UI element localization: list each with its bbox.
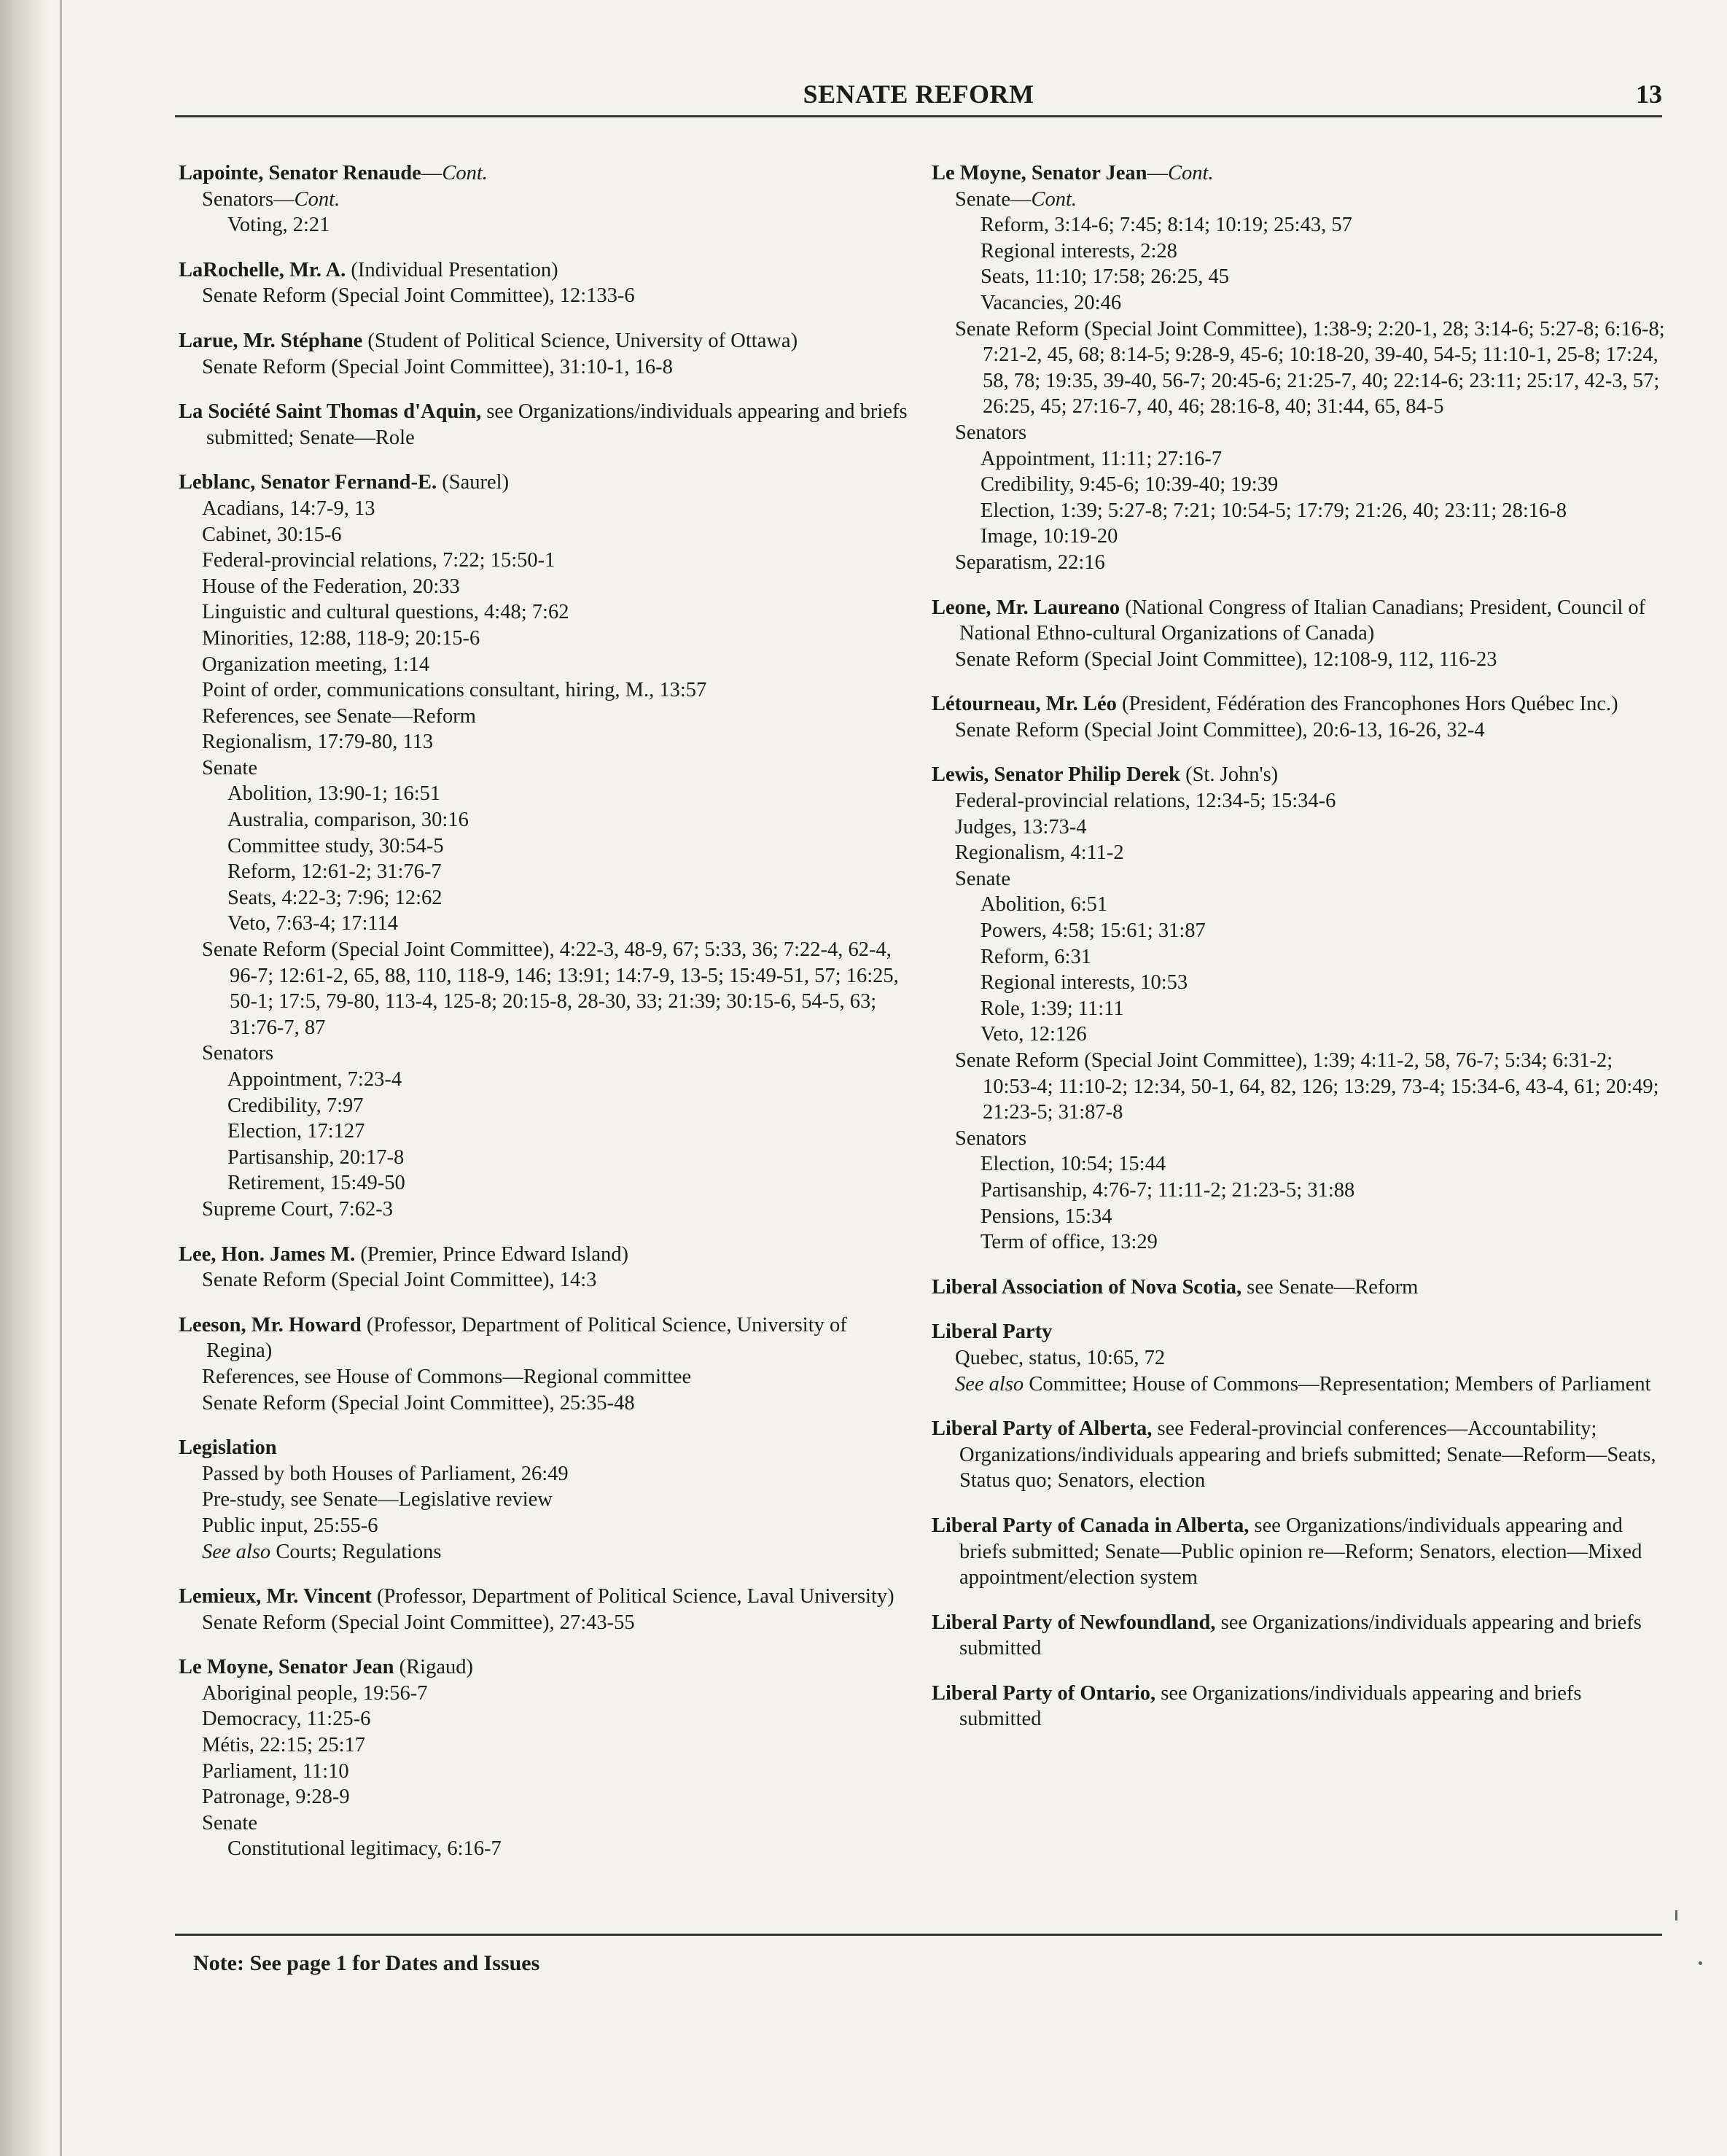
subentry [179, 1267, 908, 1293]
entry-qualifier: Cont. [442, 162, 488, 184]
subentry [179, 1487, 908, 1513]
subentry [179, 574, 908, 600]
subentry [932, 550, 1668, 576]
subentry [179, 187, 908, 213]
subentry [932, 1371, 1668, 1398]
subentry [179, 859, 908, 885]
subentry-text: Democracy, 11:25-6 [202, 1708, 371, 1731]
subentry-text: Role, 1:39; 11:11 [981, 997, 1124, 1020]
entry-qualifier: see Federal-provincial conferences—Accountability; Organizations/individuals appearing and briefs submitted; Senate—Reform—Seats, Status quo; Senators, election [959, 1417, 1656, 1493]
subentry [179, 1196, 908, 1223]
subentry-text: Federal-provincial relations, 12:34-5; 15:34-6 [955, 790, 1336, 813]
subentry-text: Committee; House of Commons—Representation; Members of Parliament [1024, 1372, 1651, 1396]
subentry [179, 1040, 908, 1067]
subentry-text: Seats, 11:10; 17:58; 26:25, 45 [981, 265, 1229, 289]
subentry [932, 446, 1668, 472]
entry-qualifier: Cont. [1168, 162, 1214, 184]
entry-heading [932, 1610, 1668, 1662]
subentry [179, 755, 908, 782]
subentry [932, 472, 1668, 498]
index-entry [932, 762, 1668, 1255]
page-number: 13 [1636, 79, 1662, 109]
subentry-text: Organization meeting, 1:14 [202, 653, 430, 676]
entry-heading [179, 328, 908, 354]
index-entry [179, 1312, 908, 1416]
subentry-text: Pre-study, see Senate—Legislative review [202, 1488, 553, 1511]
subentry-text: Senators [202, 1042, 274, 1065]
subentry-text: Senators— [202, 187, 295, 211]
entry-heading [932, 1416, 1668, 1494]
subentry-text: Australia, comparison, 30:16 [227, 809, 469, 832]
subentry-text: Abolition, 6:51 [981, 893, 1108, 917]
page-title: SENATE REFORM [803, 79, 1034, 109]
subentry [179, 1390, 908, 1417]
entry-name: Lee, Hon. James M. [179, 1242, 356, 1266]
subentry-text: Partisanship, 4:76-7; 11:11-2; 21:23-5; 31:88 [981, 1178, 1355, 1202]
index-column-right [932, 160, 1668, 1751]
entry-separator [372, 1585, 377, 1608]
scan-speck [1675, 1910, 1677, 1920]
entry-heading [932, 1681, 1668, 1732]
subentry-text: Regional interests, 10:53 [981, 971, 1188, 995]
entry-qualifier: see Organizations/individuals appearing and briefs submitted; Senate—Role [206, 400, 908, 449]
entry-separator [1249, 1514, 1254, 1537]
entry-name: Lemieux, Mr. Vincent [179, 1585, 372, 1608]
index-entry [179, 470, 908, 1222]
subentry [932, 814, 1668, 841]
subentry-text: Senate Reform (Special Joint Committee), 12:108-9, 112, 116-23 [955, 647, 1497, 671]
entry-heading [179, 1435, 908, 1461]
subentry [932, 788, 1668, 814]
entry-qualifier: (Premier, Prince Edward Island) [360, 1242, 628, 1266]
subentry [179, 781, 908, 807]
subentry [932, 892, 1668, 918]
subentry-text: Constitutional legitimacy, 6:16-7 [227, 1837, 502, 1861]
subentry [932, 498, 1668, 524]
entry-name: Leblanc, Senator Fernand-E. [179, 471, 437, 494]
index-entry [179, 257, 908, 309]
entry-heading [179, 470, 908, 496]
subentry [179, 1539, 908, 1565]
subentry-text: Reform, 6:31 [981, 945, 1091, 968]
index-entry [179, 1242, 908, 1293]
subentry-italic: Cont. [294, 187, 340, 211]
entry-qualifier: (President, Fédération des Francophones Hors Québec Inc.) [1121, 693, 1618, 716]
subentry [179, 1681, 908, 1707]
subentry [179, 496, 908, 522]
subentry-text: Linguistic and cultural questions, 4:48; 7:62 [202, 601, 569, 624]
subentry-text: Appointment, 11:11; 27:16-7 [981, 447, 1223, 470]
subentry-text: Reform, 12:61-2; 31:76-7 [227, 860, 442, 884]
subentry-text: Veto, 7:63-4; 17:114 [227, 912, 399, 935]
entry-heading [179, 160, 908, 187]
subentry-text: Senate— [955, 187, 1032, 211]
subentry-text: Judges, 13:73-4 [955, 815, 1087, 838]
subentry [179, 1364, 908, 1390]
subentry-text: Regionalism, 17:79-80, 113 [202, 731, 434, 754]
subentry-text: Voting, 2:21 [227, 214, 330, 237]
entry-heading [179, 257, 908, 284]
subentry [179, 1145, 908, 1171]
subentry [179, 911, 908, 937]
entry-heading [932, 595, 1668, 647]
subentry [179, 1706, 908, 1732]
subentry-text: References, see Senate—Reform [202, 704, 476, 728]
subentry [932, 1204, 1668, 1230]
subentry [179, 1784, 908, 1810]
entry-qualifier: (National Congress of Italian Canadians; President, Council of National Ethno-cultural Organizations of Canada) [959, 596, 1646, 645]
subentry [179, 1118, 908, 1145]
subentry-text: Abolition, 13:90-1; 16:51 [227, 782, 441, 806]
subentry-text: Partisanship, 20:17-8 [227, 1145, 405, 1169]
entry-heading [179, 399, 908, 451]
subentry-text: Supreme Court, 7:62-3 [202, 1197, 394, 1221]
subentry [932, 1229, 1668, 1256]
subentry-text: Appointment, 7:23-4 [227, 1068, 402, 1091]
entry-name: Létourneau, Mr. Léo [932, 693, 1117, 716]
entry-qualifier: see Organizations/individuals appearing and briefs submitted; Senate—Public opinion re—Reform; Senators, election—Mixed appointment/election system [959, 1514, 1642, 1589]
subentry [179, 212, 908, 238]
subentry [932, 420, 1668, 446]
footer-rule [175, 1934, 1662, 1936]
subentry-text: Senate Reform (Special Joint Committee), 1:39; 4:11-2, 58, 76-7; 5:34; 6:31-2; 10:53-4; 11:10-2; 12:34, 50-1, 64, 82, 126; 13:29, 73-4; 15:34-6, 43-4, 61; 20:49; 21:23-5; 31:87-8 [955, 1049, 1659, 1124]
subentry-text: Senate Reform (Special Joint Committee), 14:3 [202, 1269, 597, 1292]
subentry [932, 316, 1668, 420]
subentry-text: Separatism, 22:16 [955, 550, 1105, 574]
subentry [932, 1151, 1668, 1178]
index-entry [179, 1654, 908, 1862]
subentry [179, 283, 908, 309]
subentry-text: Cabinet, 30:15-6 [202, 523, 342, 546]
index-column-left [179, 160, 908, 1881]
subentry [932, 996, 1668, 1022]
subentry [932, 290, 1668, 316]
subentry [179, 599, 908, 626]
index-entry [179, 1584, 908, 1635]
subentry [179, 1093, 908, 1119]
subentry [932, 840, 1668, 866]
subentry [179, 626, 908, 652]
entry-heading [932, 160, 1668, 187]
entry-name: Le Moyne, Senator Jean [179, 1656, 394, 1679]
index-entry [932, 595, 1668, 673]
subentry [179, 1810, 908, 1837]
subentry [932, 524, 1668, 550]
subentry [179, 833, 908, 860]
entry-name: Lewis, Senator Philip Derek [932, 763, 1180, 787]
entry-heading [179, 1654, 908, 1681]
subentry [179, 1732, 908, 1759]
subentry [932, 717, 1668, 744]
subentry-text: Senate Reform (Special Joint Committee), 20:6-13, 16-26, 32-4 [955, 718, 1485, 742]
subentry-text: Reform, 3:14-6; 7:45; 8:14; 10:19; 25:43, 57 [981, 214, 1352, 237]
subentry [932, 1126, 1668, 1152]
index-entry [932, 1416, 1668, 1494]
entry-name: Liberal Party of Newfoundland, [932, 1611, 1216, 1634]
subentry-text: Senate [202, 756, 257, 779]
subentry-text: Regionalism, 4:11-2 [955, 841, 1124, 865]
entry-heading [932, 762, 1668, 788]
entry-name: Le Moyne, Senator Jean [932, 162, 1147, 184]
subentry [179, 937, 908, 1040]
subentry-text: Retirement, 15:49-50 [227, 1172, 405, 1195]
subentry-text: Passed by both Houses of Parliament, 26:49 [202, 1462, 569, 1485]
page-gutter-shadow [0, 0, 51, 2156]
index-entry [932, 1681, 1668, 1732]
binding-edge [60, 0, 62, 2156]
subentry-text: Powers, 4:58; 15:61; 31:87 [981, 919, 1206, 943]
subentry [932, 944, 1668, 970]
scan-speck [1699, 1961, 1702, 1965]
entry-name: Liberal Party [932, 1320, 1053, 1344]
index-entry [932, 1513, 1668, 1591]
entry-qualifier: see Organizations/individuals appearing and briefs submitted [959, 1681, 1582, 1731]
subentry [179, 704, 908, 730]
subentry [179, 677, 908, 704]
subentry [932, 238, 1668, 265]
subentry [179, 1610, 908, 1636]
entry-name: Liberal Party of Canada in Alberta, [932, 1514, 1250, 1537]
subentry-italic: Cont. [1031, 187, 1077, 211]
entry-separator [1216, 1611, 1221, 1634]
entry-qualifier: (Individual Presentation) [351, 258, 558, 281]
entry-qualifier: (Student of Political Science, University of Ottawa) [367, 329, 798, 352]
footer-note: Note: See page 1 for Dates and Issues [193, 1951, 540, 1975]
index-entry [179, 399, 908, 451]
entry-name: La Société Saint Thomas d'Aquin, [179, 400, 482, 424]
subentry-text: Senate Reform (Special Joint Committee), 1:38-9; 2:20-1, 28; 3:14-6; 5:27-8; 6:16-8; 7:21-2, 45, 68; 8:14-5; 9:28-9, 45-6; 10:18-20, 39-40, 54-5; 11:10-1, 25-8; 17:24, 58, 78; 19:35, 39-40, 56-7; 20:45-6; 21:25-7, 40; 22:14-6; 23:11; 25:17, 42-3, 57; 26:25, 45; 27:16-7, 40, 46; 28:16-8, 40; 31:44, 65, 84-5 [955, 317, 1665, 419]
subentry-italic: See also [955, 1372, 1024, 1396]
subentry-text: Election, 10:54; 15:44 [981, 1153, 1166, 1176]
entry-separator [394, 1656, 399, 1678]
subentry [179, 729, 908, 755]
entry-heading [932, 1319, 1668, 1345]
entry-heading [179, 1312, 908, 1364]
subentry [179, 354, 908, 381]
subentry-text: Senators [955, 421, 1027, 444]
entry-qualifier: (Saurel) [442, 471, 510, 494]
subentry-text: Veto, 12:126 [981, 1023, 1087, 1046]
subentry-text: Pensions, 15:34 [981, 1205, 1112, 1228]
subentry [179, 1513, 908, 1539]
entry-qualifier: see Organizations/individuals appearing and briefs submitted [959, 1611, 1642, 1660]
subentry-text: Minorities, 12:88, 118-9; 20:15-6 [202, 626, 480, 650]
subentry-text: Federal-provincial relations, 7:22; 15:50-1 [202, 549, 555, 572]
subentry-text: Committee study, 30:54-5 [227, 834, 444, 857]
index-entry [179, 1435, 908, 1565]
subentry-text: Senate Reform (Special Joint Committee), 27:43-55 [202, 1611, 635, 1634]
subentry-text: Senate Reform (Special Joint Committee), 12:133-6 [202, 284, 635, 308]
entry-qualifier: (Professor, Department of Political Science, Laval University) [377, 1585, 894, 1608]
index-entry [179, 328, 908, 380]
subentry-text: Senate [202, 1811, 257, 1834]
entry-name: Leone, Mr. Laureano [932, 596, 1120, 619]
subentry [179, 1067, 908, 1093]
subentry-text: Public input, 25:55-6 [202, 1514, 378, 1537]
entry-separator: — [421, 162, 443, 184]
subentry [932, 1021, 1668, 1048]
entry-heading [932, 1274, 1668, 1301]
index-entry [932, 691, 1668, 743]
subentry [932, 1048, 1668, 1126]
subentry-text: Regional interests, 2:28 [981, 239, 1177, 262]
entry-name: Liberal Party of Ontario, [932, 1681, 1156, 1705]
subentry [932, 212, 1668, 238]
subentry [179, 522, 908, 548]
entry-separator [1117, 693, 1122, 715]
subentry [179, 1461, 908, 1487]
subentry-text: Credibility, 9:45-6; 10:39-40; 19:39 [981, 473, 1279, 497]
subentry-text: Quebec, status, 10:65, 72 [955, 1346, 1166, 1369]
subentry-text: Credibility, 7:97 [227, 1094, 364, 1117]
entry-qualifier: (St. John's) [1185, 763, 1279, 787]
subentry [932, 866, 1668, 892]
subentry-text: References, see House of Commons—Regional committee [202, 1365, 692, 1388]
subentry [932, 918, 1668, 944]
entry-heading [179, 1242, 908, 1268]
subentry [179, 548, 908, 574]
entry-qualifier: (Professor, Department of Political Science, University of Regina) [206, 1313, 847, 1363]
entry-name: Larue, Mr. Stéphane [179, 329, 363, 352]
subentry [932, 264, 1668, 290]
subentry-text: Senators [955, 1126, 1027, 1150]
entry-name: Legislation [179, 1436, 277, 1460]
subentry-text: Patronage, 9:28-9 [202, 1786, 350, 1809]
entry-name: LaRochelle, Mr. A. [179, 258, 346, 281]
subentry [179, 1836, 908, 1862]
subentry-text: Election, 1:39; 5:27-8; 7:21; 10:54-5; 17:79; 21:26, 40; 23:11; 28:16-8 [981, 499, 1567, 522]
subentry-text: House of the Federation, 20:33 [202, 575, 460, 598]
subentry-italic: See also [202, 1540, 271, 1563]
subentry [179, 652, 908, 678]
index-entry [932, 160, 1668, 576]
entry-separator [362, 1314, 367, 1336]
entry-separator: — [1147, 162, 1169, 184]
index-entry [932, 1610, 1668, 1662]
subentry [179, 885, 908, 911]
entry-heading [179, 1584, 908, 1610]
subentry [932, 1178, 1668, 1204]
subentry-text: Aboriginal people, 19:56-7 [202, 1681, 428, 1705]
subentry [932, 1345, 1668, 1371]
subentry-text: Election, 17:127 [227, 1120, 365, 1143]
index-entry [932, 1319, 1668, 1397]
entry-name: Liberal Party of Alberta, [932, 1417, 1153, 1441]
entry-heading [932, 1513, 1668, 1591]
subentry-text: Parliament, 11:10 [202, 1759, 349, 1783]
subentry-text: Senate [955, 867, 1010, 890]
subentry-text: Seats, 4:22-3; 7:96; 12:62 [227, 886, 443, 909]
subentry-text: Point of order, communications consultant, hiring, M., 13:57 [202, 679, 707, 702]
index-entry [179, 160, 908, 238]
entry-heading [932, 691, 1668, 717]
entry-name: Lapointe, Senator Renaude [179, 162, 421, 184]
subentry [932, 647, 1668, 673]
entry-name: Liberal Association of Nova Scotia, [932, 1275, 1242, 1299]
subentry [932, 970, 1668, 996]
entry-name: Leeson, Mr. Howard [179, 1313, 362, 1336]
subentry-text: Image, 10:19-20 [981, 525, 1118, 548]
subentry-text: Vacancies, 20:46 [981, 291, 1122, 314]
subentry [179, 807, 908, 833]
entry-qualifier: (Rigaud) [399, 1656, 473, 1679]
header-rule [175, 115, 1662, 117]
entry-qualifier: see Senate—Reform [1247, 1275, 1419, 1299]
index-entry [932, 1274, 1668, 1301]
subentry-text: Senate Reform (Special Joint Committee), 31:10-1, 16-8 [202, 355, 673, 378]
subentry-text: Métis, 22:15; 25:17 [202, 1734, 366, 1757]
subentry-text: Courts; Regulations [270, 1540, 442, 1563]
subentry [932, 187, 1668, 213]
subentry-text: Term of office, 13:29 [981, 1231, 1158, 1254]
subentry-text: Senate Reform (Special Joint Committee), 4:22-3, 48-9, 67; 5:33, 36; 7:22-4, 62-4, 96-7; 12:61-2, 65, 88, 110, 118-9, 146; 13:91; 14:7-9, 13-5; 15:49-51, 57; 16:25, 50-1; 17:5, 79-80, 113-4, 125-8; 20:15-8, 28-30, 33; 21:39; 30:15-6, 54-5, 63; 31:76-7, 87 [202, 938, 899, 1039]
subentry [179, 1759, 908, 1785]
subentry-text: Acadians, 14:7-9, 13 [202, 497, 375, 520]
subentry-text: Senate Reform (Special Joint Committee), 25:35-48 [202, 1391, 635, 1414]
subentry [179, 1170, 908, 1196]
